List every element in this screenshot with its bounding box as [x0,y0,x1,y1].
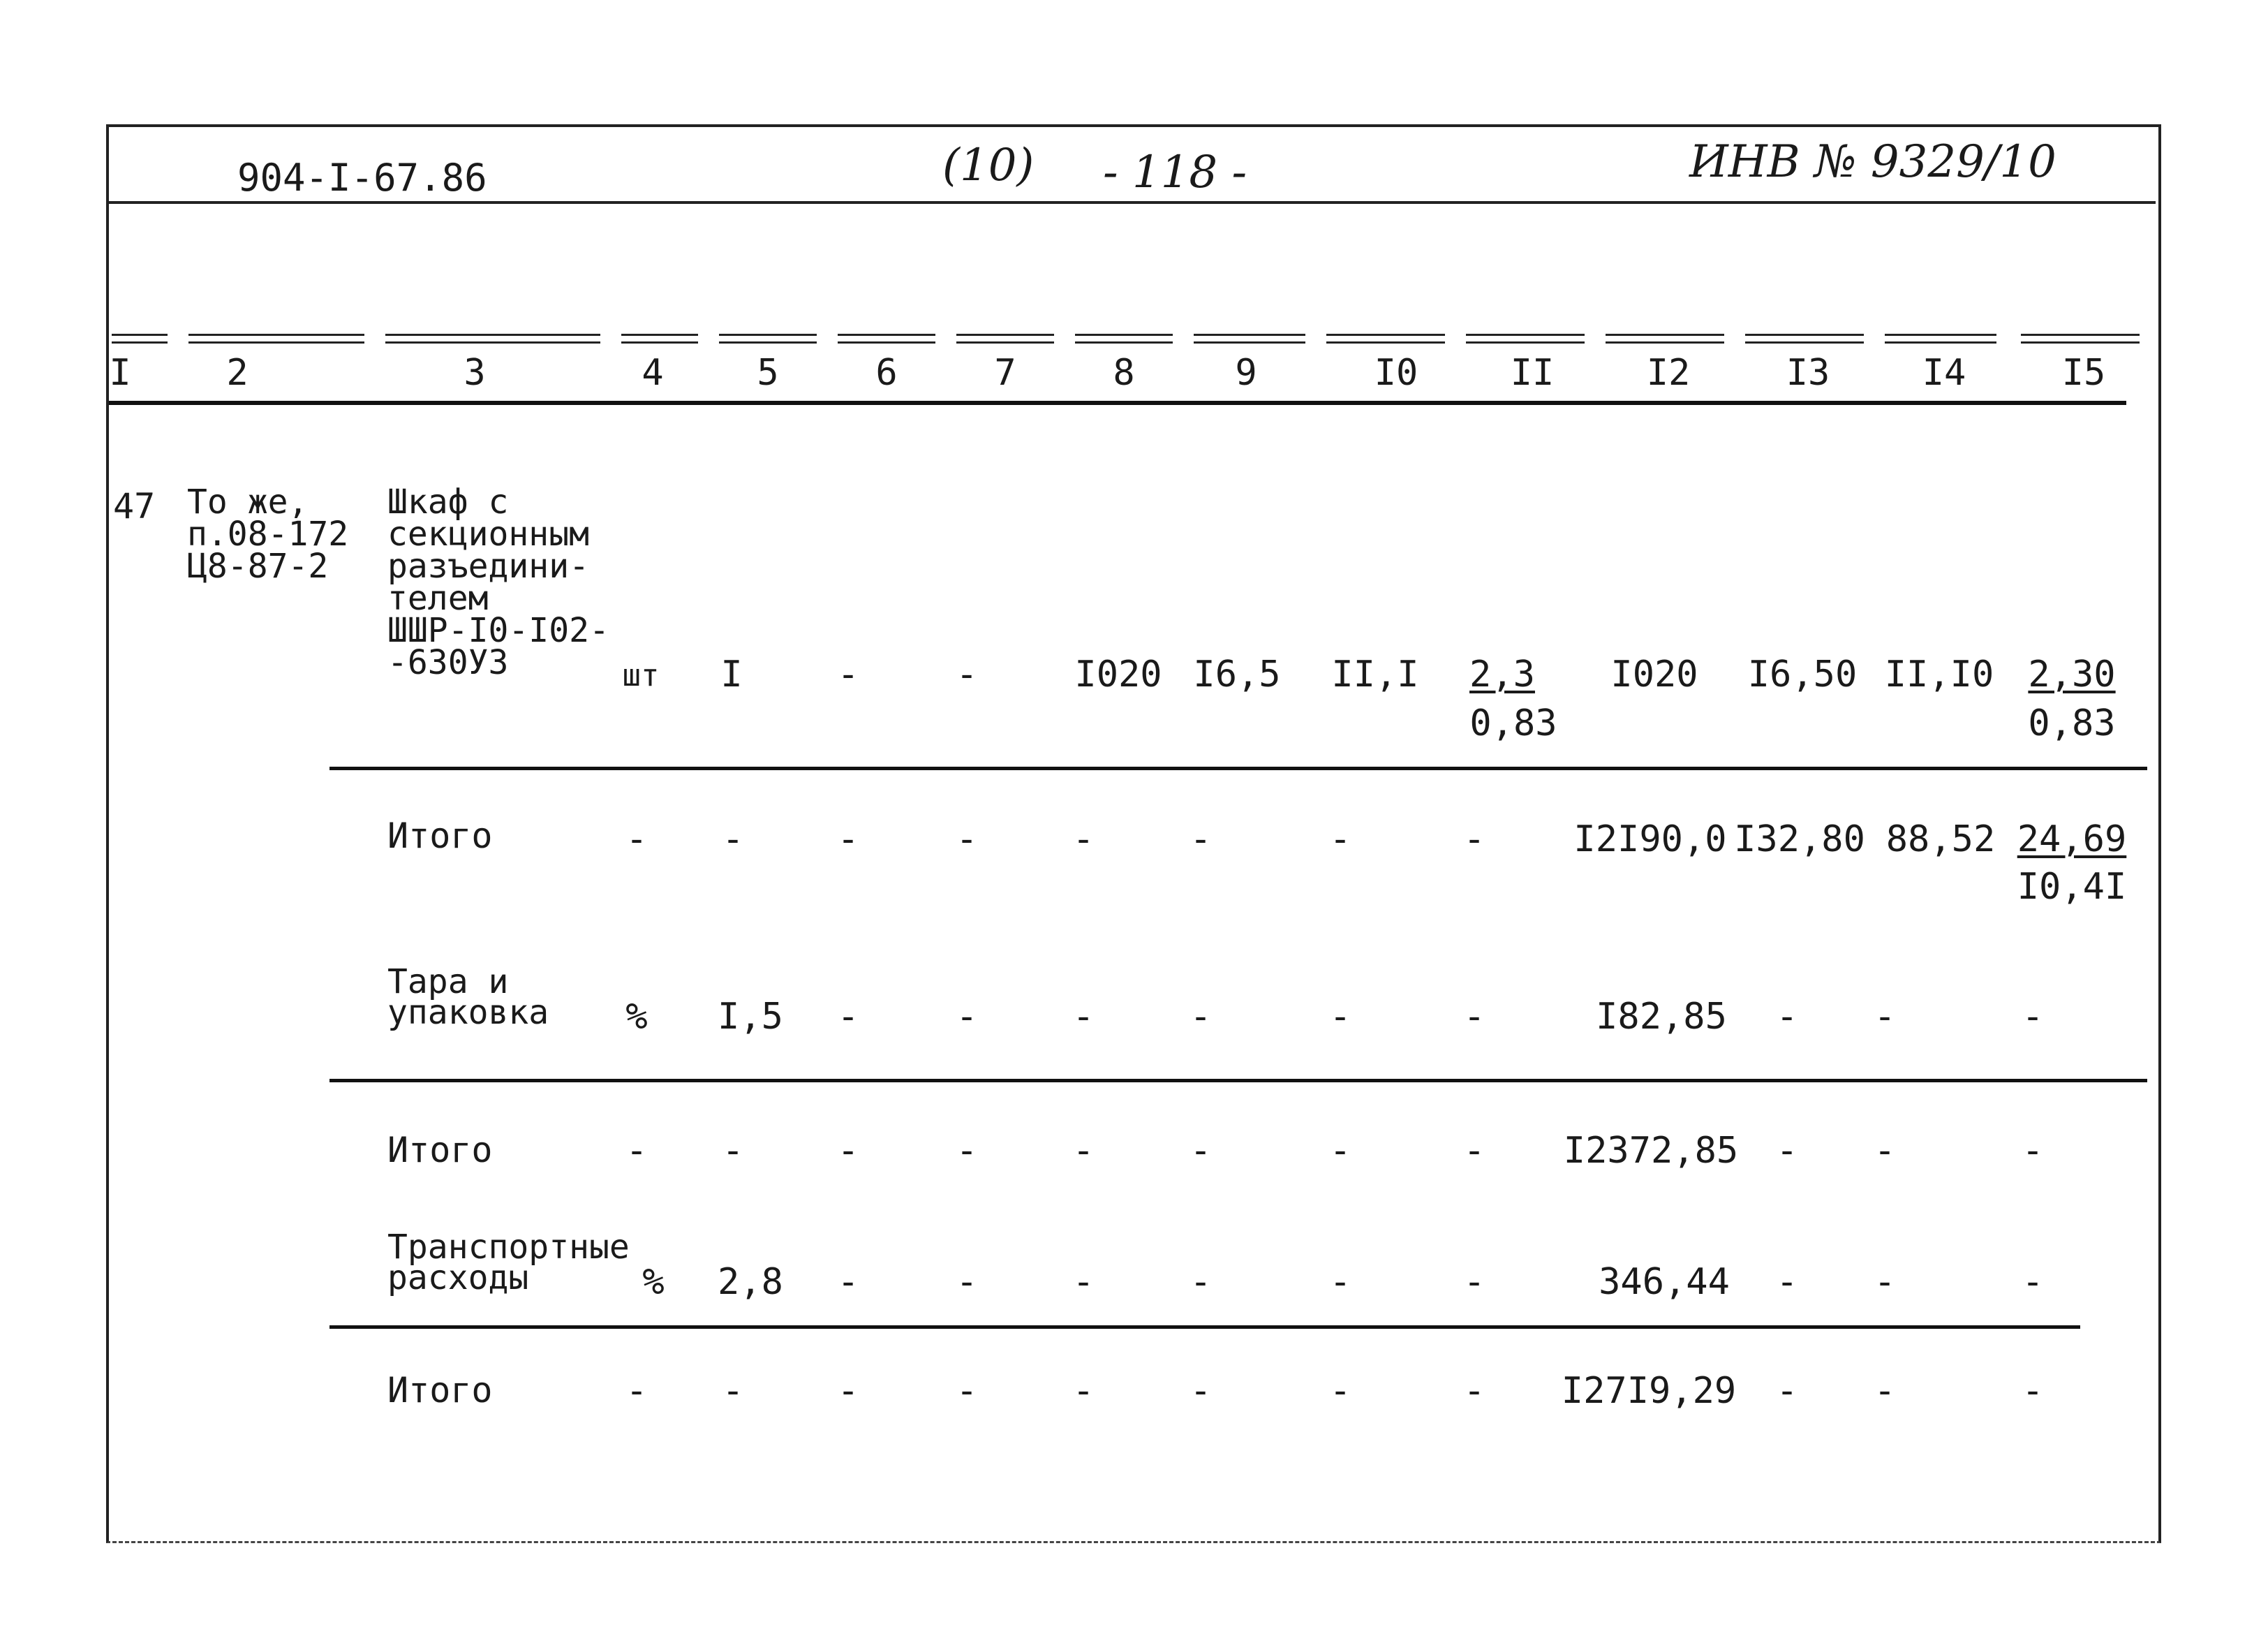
tara-col12: I82,85 [1596,996,1727,1038]
item-col6: - [837,654,859,695]
tara-qty: I,5 [718,996,783,1038]
col-rule [1606,334,1724,344]
col-number: I2 [1646,352,1691,394]
dash: - [1776,1370,1798,1412]
dash: - [1072,1370,1095,1412]
item-unit: шт [622,658,660,693]
dash: - [837,1261,859,1303]
dash: - [1776,996,1798,1038]
dash: - [2022,1370,2044,1412]
transport-col12: 346,44 [1599,1261,1730,1303]
col-number: I [109,352,131,394]
col-number: 8 [1113,352,1135,394]
row-rule [329,767,2147,770]
dash: - [1463,1261,1485,1303]
col-number: I4 [1922,352,1966,394]
dash: - [2022,996,2044,1038]
total1-col14: 88,52 [1885,818,1996,860]
inventory-number: ИНВ № 9329/10 [1689,136,2056,188]
header-rule [109,201,2156,204]
col-rule [1326,334,1445,344]
dash: - [625,1370,648,1412]
page-number: - 118 - [1103,147,1247,198]
dash: - [1072,1261,1095,1303]
col-number: II [1510,352,1555,394]
dash: - [837,818,859,860]
item-col9: I6,5 [1193,654,1281,695]
item-qty: I [720,654,743,695]
dash: - [1463,1130,1485,1172]
col-number: I3 [1786,352,1830,394]
item-number: 47 [113,486,156,526]
dash: - [1463,996,1485,1038]
transport-unit: % [642,1261,665,1303]
col-rule [188,334,364,344]
dash: - [1189,1370,1212,1412]
dash: - [1463,1370,1485,1412]
dash: - [625,1130,648,1172]
transport-label: Транспортные расходы [387,1228,630,1297]
dash: - [722,1130,744,1172]
col-rule [1194,334,1305,344]
total2-col12: I2372,85 [1563,1130,1739,1172]
col-rule [1466,334,1585,344]
item-col11-top: 2,3 [1469,654,1535,695]
doc-code: 904-I-67.86 [237,156,487,200]
col-number: 5 [757,352,779,394]
dash: - [1189,818,1212,860]
col-number: 3 [464,352,486,394]
dash: - [956,1130,978,1172]
dash: - [837,1130,859,1172]
transport-qty: 2,8 [718,1261,783,1303]
dash: - [1189,1261,1212,1303]
total2-label: Итого [387,1130,493,1170]
col-number: 7 [994,352,1016,394]
dash: - [1072,1130,1095,1172]
item-col13: I6,50 [1747,654,1858,695]
item-col15-bottom: 0,83 [2028,702,2116,744]
col-number: 6 [875,352,898,394]
tara-label: Тара и упаковка [387,962,549,1032]
item-col7: - [956,654,978,695]
dash: - [1189,1130,1212,1172]
dash: - [1874,1370,1896,1412]
item-col11-bottom: 0,83 [1469,702,1557,744]
col-rule [621,334,698,344]
dash: - [1874,1261,1896,1303]
total1-col15-top: 24,69 [2017,818,2127,860]
col-number: I5 [2061,352,2106,394]
total1-label: Итого [387,816,493,856]
dash: - [722,1370,744,1412]
dash: - [1072,818,1095,860]
dash: - [1329,1261,1351,1303]
row-rule [329,1079,2147,1082]
dash: - [1329,818,1351,860]
total3-col12: I27I9,29 [1561,1370,1737,1412]
dash: - [1329,1130,1351,1172]
dash: - [1874,1130,1896,1172]
col-number: I0 [1374,352,1418,394]
dash: - [1329,996,1351,1038]
item-col8: I020 [1074,654,1162,695]
col-rule [1745,334,1864,344]
col-rule [1075,334,1173,344]
item-col15-top: 2,30 [2028,654,2116,695]
col-rule [112,334,168,344]
dash: - [1463,818,1485,860]
col-rule [956,334,1054,344]
col-rule [1885,334,1996,344]
total3-label: Итого [387,1370,493,1410]
dash: - [1874,996,1896,1038]
col-rule [2021,334,2140,344]
total1-col13: I32,80 [1734,818,1865,860]
dash: - [956,1370,978,1412]
total1-col12: I2I90,0 [1573,818,1727,860]
col-number: 9 [1235,352,1257,394]
dash: - [837,1370,859,1412]
dash: - [722,818,744,860]
dash: - [956,1261,978,1303]
dash: - [2022,1130,2044,1172]
header-bottom-rule [109,401,2126,405]
row-rule [329,1325,2080,1329]
dash: - [1329,1370,1351,1412]
item-description: Шкаф с секционным разъедини- телем ШШР-I0-I02- -630У3 [387,483,609,682]
dash: - [1072,996,1095,1038]
col-rule [719,334,817,344]
col-number: 2 [226,352,249,394]
dash: - [956,996,978,1038]
dash: - [837,996,859,1038]
dash: - [956,818,978,860]
dash: - [2022,1261,2044,1303]
item-col12: I020 [1610,654,1698,695]
item-col14: II,I0 [1884,654,1994,695]
dash: - [625,818,648,860]
sheet-number: (10) [942,140,1035,191]
col-rule [385,334,600,344]
dash: - [1776,1261,1798,1303]
col-number: 4 [642,352,664,394]
col-rule [838,334,935,344]
item-col10: II,I [1331,654,1419,695]
dash: - [1189,996,1212,1038]
dash: - [1776,1130,1798,1172]
tara-unit: % [625,996,648,1038]
item-source: То же, п.08-172 Ц8-87-2 [187,483,349,586]
total1-col15-bottom: I0,4I [2017,866,2127,908]
